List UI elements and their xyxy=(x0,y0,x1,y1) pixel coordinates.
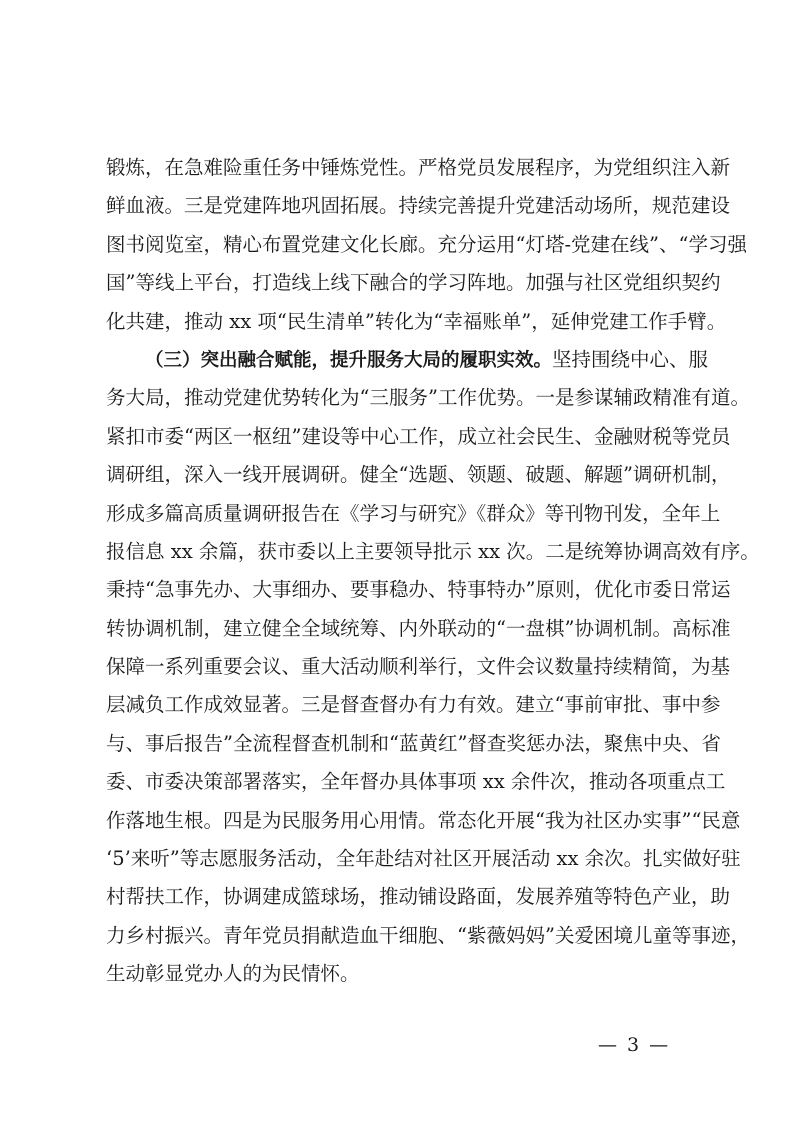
paragraph-line: 鲜血液。三是党建阵地巩固拓展。持续完善提升党建活动场所，规范建设 xyxy=(106,194,731,218)
paragraph-line: 务大局，推动党建优势转化为“三服务”工作优势。一是参谋辅政精准有道。 xyxy=(106,386,750,410)
paragraph-line: 作落地生根。四是为民服务用心用情。常态化开展“我为社区办实事”“民意 xyxy=(106,808,741,832)
paragraph-line: 村帮扶工作，协调建成篮球场，推动铺设路面，发展养殖等特色产业，助 xyxy=(106,885,731,909)
paragraph-line: 力乡村振兴。青年党员捐献造血干细胞、“紫薇妈妈”关爱困境儿童等事迹， xyxy=(106,923,750,947)
paragraph-line: 化共建，推动 xx 项“民生清单”转化为“幸福账单”，延伸党建工作手臂。 xyxy=(106,309,727,333)
paragraph-line: 委、市委决策部署落实，全年督办具体事项 xx 余件次，推动各项重点工 xyxy=(106,770,726,794)
page-number: — 3 — xyxy=(598,1034,671,1056)
paragraph-line: 秉持“急事先办、大事细办、要事稳办、特事特办”原则，优化市委日常运 xyxy=(106,578,731,602)
body-text xyxy=(106,149,760,994)
section-heading: （三）突出融合赋能，提升服务大局的履职实效。 xyxy=(145,349,553,371)
paragraph-line: 与、事后报告”全流程督查机制和“蓝黄红”督查奖惩办法，聚焦中央、省 xyxy=(106,731,721,755)
paragraph-line: 图书阅览室，精心布置党建文化长廊。充分运用“灯塔-党建在线”、“学习强 xyxy=(106,232,747,256)
paragraph-line: 形成多篇高质量调研报告在《学习与研究》《群众》等刊物刊发，全年上 xyxy=(106,501,721,525)
paragraph-line: 生动彰显党办人的为民情怀。 xyxy=(106,962,360,986)
paragraph-line: 报信息 xx 余篇，获市委以上主要领导批示 xx 次。二是统筹协调高效有序。 xyxy=(106,539,760,563)
paragraph-line: 国”等线上平台，打造线上线下融合的学习阵地。加强与社区党组织契约 xyxy=(106,271,721,295)
paragraph-line: 紧扣市委“两区一枢纽”建设等中心工作，成立社会民生、金融财税等党员 xyxy=(106,424,731,448)
paragraph-line: 层减负工作成效显著。三是督查督办有力有效。建立“事前审批、事中参 xyxy=(106,693,721,717)
section-first-line-rest: 坚持围绕中心、服 xyxy=(552,347,709,371)
paragraph-line: 保障一系列重要会议、重大活动顺利举行，文件会议数量持续精简，为基 xyxy=(106,655,731,679)
paragraph-line: 转协调机制，建立健全全域统筹、内外联动的“一盘棋”协调机制。高标准 xyxy=(106,616,731,640)
paragraph-line: 调研组，深入一线开展调研。健全“选题、领题、破题、解题”调研机制， xyxy=(106,463,731,487)
paragraph-line: 锻炼，在急难险重任务中锤炼党性。严格党员发展程序，为党组织注入新 xyxy=(106,156,731,179)
paragraph-line: ‘5’来听”等志愿服务活动，全年赴结对社区开展活动 xx 余次。扎实做好驻 xyxy=(106,847,741,871)
section-first-line xyxy=(106,341,709,379)
